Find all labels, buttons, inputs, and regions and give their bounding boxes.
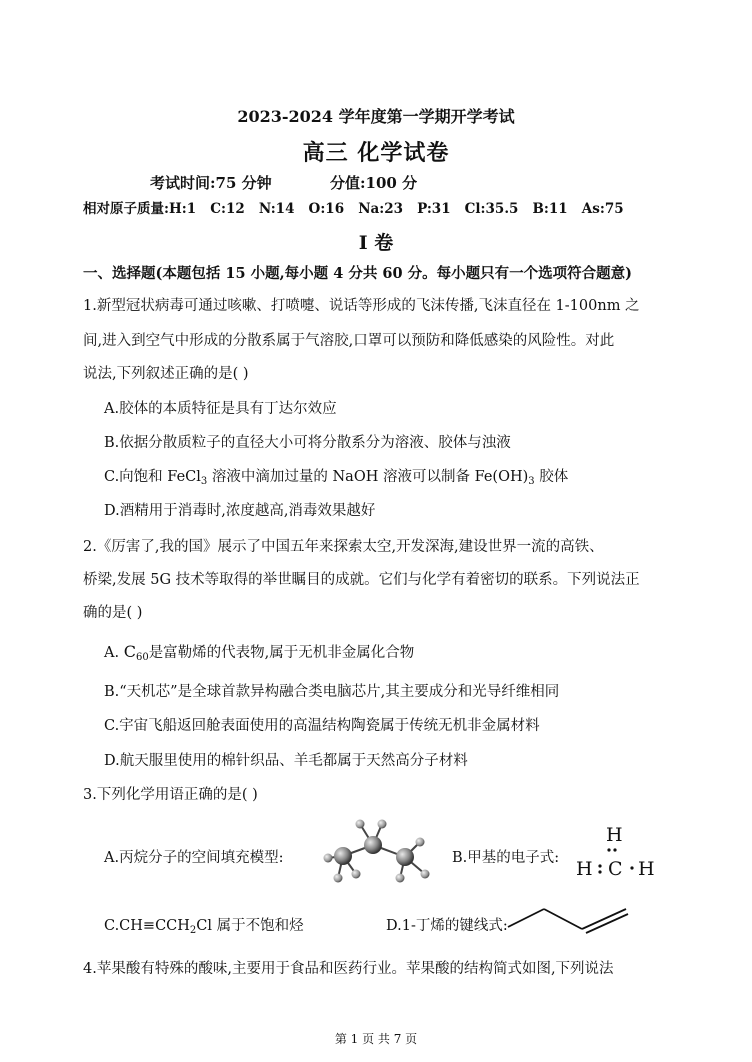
methyl-h-left: H — [576, 858, 593, 880]
subject-title: 高三 化学试卷 — [302, 140, 450, 166]
q2-option-a: A. $C_{60}$是富勒烯的代表物,属于无机非金属化合物 — [104, 642, 415, 663]
q3-option-d: D.1-丁烯的键线式: — [386, 918, 508, 934]
carbon-atoms — [334, 836, 414, 866]
methyl-h-top: H — [606, 824, 623, 846]
exam-time: 考试时间:75 分钟 — [150, 174, 272, 192]
methyl-electron-dots — [596, 848, 636, 878]
q3-stem: 3.下列化学用语正确的是( ) — [83, 787, 258, 803]
q2-stem-line1: 2.《厉害了,我的国》展示了中国五年来探索太空,开发深海,建设世界一流的高铁、 — [83, 539, 604, 555]
q1-stem-line1: 1.新型冠状病毒可通过咳嗽、打喷嚏、说话等形成的飞沫传播,飞沫直径在 1-100nm 之 — [83, 298, 640, 314]
q2-stem-line3: 确的是( ) — [83, 605, 143, 621]
propane-model-image — [310, 812, 440, 884]
q3-option-a: A.丙烷分子的空间填充模型: — [104, 850, 284, 866]
q2-option-d: D.航天服里使用的棉针织品、羊毛都属于天然高分子材料 — [104, 753, 468, 769]
q1-option-c: C.向饱和 FeCl$_3$ 溶液中滴加过量的 NaOH 溶液可以制备 $Fe(OH)_3$ 胶体 — [104, 469, 569, 487]
methyl-c: C — [608, 858, 623, 880]
q2-stem-line2: 桥梁,发展 5G 技术等取得的举世瞩目的成就。它们与化学有着密切的联系。下列说法正 — [83, 572, 640, 588]
q2-option-b: B.“天机芯”是全球首款异构融合类电脑芯片,其主要成分和光导纤维相同 — [104, 684, 560, 700]
q1-option-a: A.胶体的本质特征是具有丁达尔效应 — [104, 401, 337, 417]
q3-option-b: B.甲基的电子式: — [452, 850, 560, 866]
q4-stem-line1: 4.苹果酸有特殊的酸味,主要用于食品和医药行业。苹果酸的结构简式如图,下列说法 — [83, 961, 614, 977]
q3-option-c: $C.CH\equiv CCH_2Cl$ 属于不饱和烃 — [104, 918, 304, 936]
page-footer: 第 1 页 共 7 页 — [334, 1032, 418, 1046]
q1-option-b: B.依据分散质粒子的直径大小可将分散系分为溶液、胶体与浊液 — [104, 435, 511, 451]
q2-option-c: C.宇宙飞船返回舱表面使用的高温结构陶瓷属于传统无机非金属材料 — [104, 718, 540, 734]
section-title: 一、选择题(本题包括 15 小题,每小题 4 分共 60 分。每小题只有一个选项符合题意) — [83, 265, 633, 282]
exam-title: 2023-2024 学年度第一学期开学考试 — [237, 107, 515, 126]
q1-stem-line2: 间,进入到空气中形成的分散系属于气溶胶,口罩可以预防和降低感染的风险性。对此 — [83, 333, 615, 349]
q1-option-d: D.酒精用于消毒时,浓度越高,消毒效果越好 — [104, 503, 376, 519]
butene-skeletal-formula — [504, 905, 632, 935]
atomic-masses: 相对原子质量:H:1 C:12 N:14 O:16 Na:23 P:31 Cl:35.5 B:11 As:75 — [83, 201, 624, 217]
exam-score: 分值:100 分 — [330, 174, 418, 192]
methyl-h-right: H — [638, 858, 655, 880]
q1-stem-line3: 说法,下列叙述正确的是( ) — [83, 366, 249, 382]
volume-title: I 卷 — [358, 232, 394, 254]
